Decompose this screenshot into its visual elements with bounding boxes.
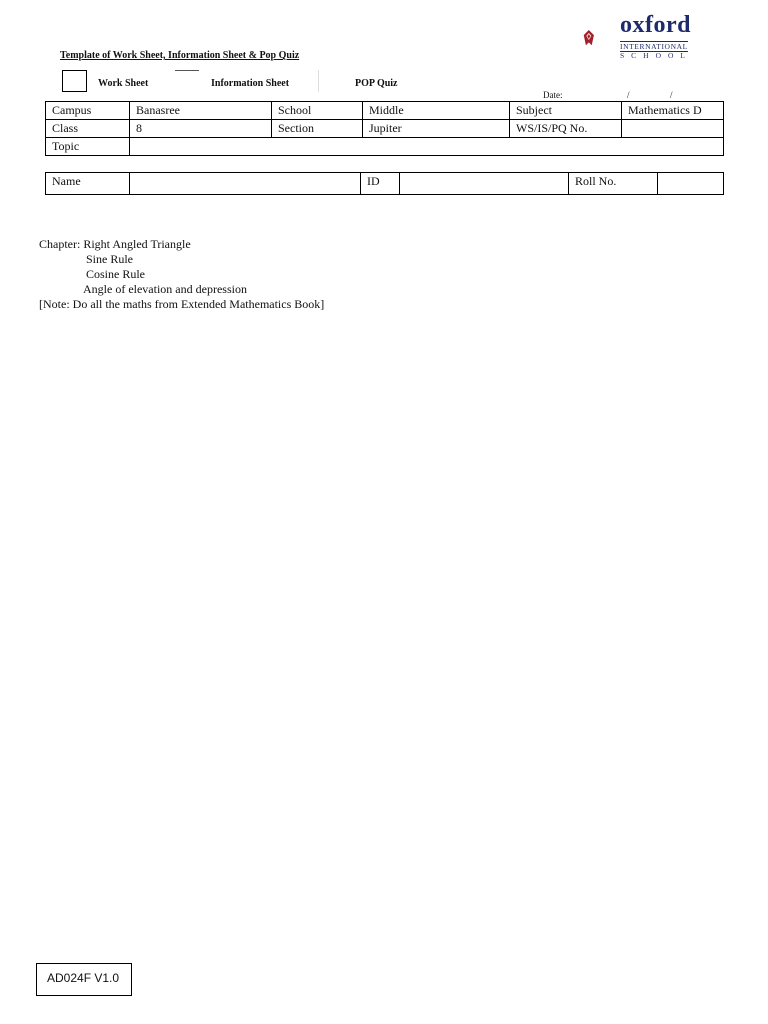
note-line: [Note: Do all the maths from Extended Mathematics Book]	[39, 297, 325, 311]
chapter-line: Cosine Rule	[86, 267, 145, 281]
info-table	[45, 101, 724, 156]
roll-value[interactable]	[658, 173, 724, 195]
date-label: Date:	[543, 90, 563, 100]
worksheet-checkbox[interactable]	[62, 70, 87, 92]
date-separator: /	[670, 90, 673, 100]
option-worksheet: Work Sheet	[98, 78, 149, 89]
option-pop-quiz: POP Quiz	[355, 78, 398, 89]
document-code: AD024F V1.0	[36, 963, 132, 996]
chapter-line: Sine Rule	[86, 252, 133, 266]
id-label: ID	[361, 173, 400, 195]
school-value[interactable]: Middle	[363, 102, 510, 120]
date-separator: /	[627, 90, 630, 100]
class-label: Class	[46, 120, 130, 138]
logo-wordmark: oxford	[620, 12, 691, 38]
school-label: School	[272, 102, 363, 120]
chapter-line: Angle of elevation and depression	[83, 282, 247, 296]
subject-value[interactable]: Mathematics D	[622, 102, 724, 120]
ws-number-label: WS/IS/PQ No.	[510, 120, 622, 138]
ws-number-value[interactable]	[622, 120, 724, 138]
name-label: Name	[46, 173, 130, 195]
campus-value[interactable]: Banasree	[130, 102, 272, 120]
topic-value[interactable]	[130, 138, 724, 156]
topic-label: Topic	[46, 138, 130, 156]
class-value[interactable]: 8	[130, 120, 272, 138]
page-title: Template of Work Sheet, Information Sheet & Pop Quiz	[60, 50, 300, 61]
campus-label: Campus	[46, 102, 130, 120]
option-information-sheet: Information Sheet	[211, 78, 290, 89]
chapter-content	[39, 237, 324, 312]
roll-label: Roll No.	[569, 173, 658, 195]
section-label: Section	[272, 120, 363, 138]
id-value[interactable]	[400, 173, 569, 195]
section-value[interactable]: Jupiter	[363, 120, 510, 138]
chapter-line: Chapter: Right Angled Triangle	[39, 237, 191, 251]
student-table	[45, 172, 724, 195]
divider	[318, 70, 319, 92]
school-emblem-icon	[583, 14, 623, 62]
divider	[175, 70, 199, 71]
name-value[interactable]	[130, 173, 361, 195]
logo-subtitle-international: INTERNATIONAL	[620, 42, 688, 51]
subject-label: Subject	[510, 102, 622, 120]
logo-subtitle-school: SCHOOL	[620, 51, 693, 60]
